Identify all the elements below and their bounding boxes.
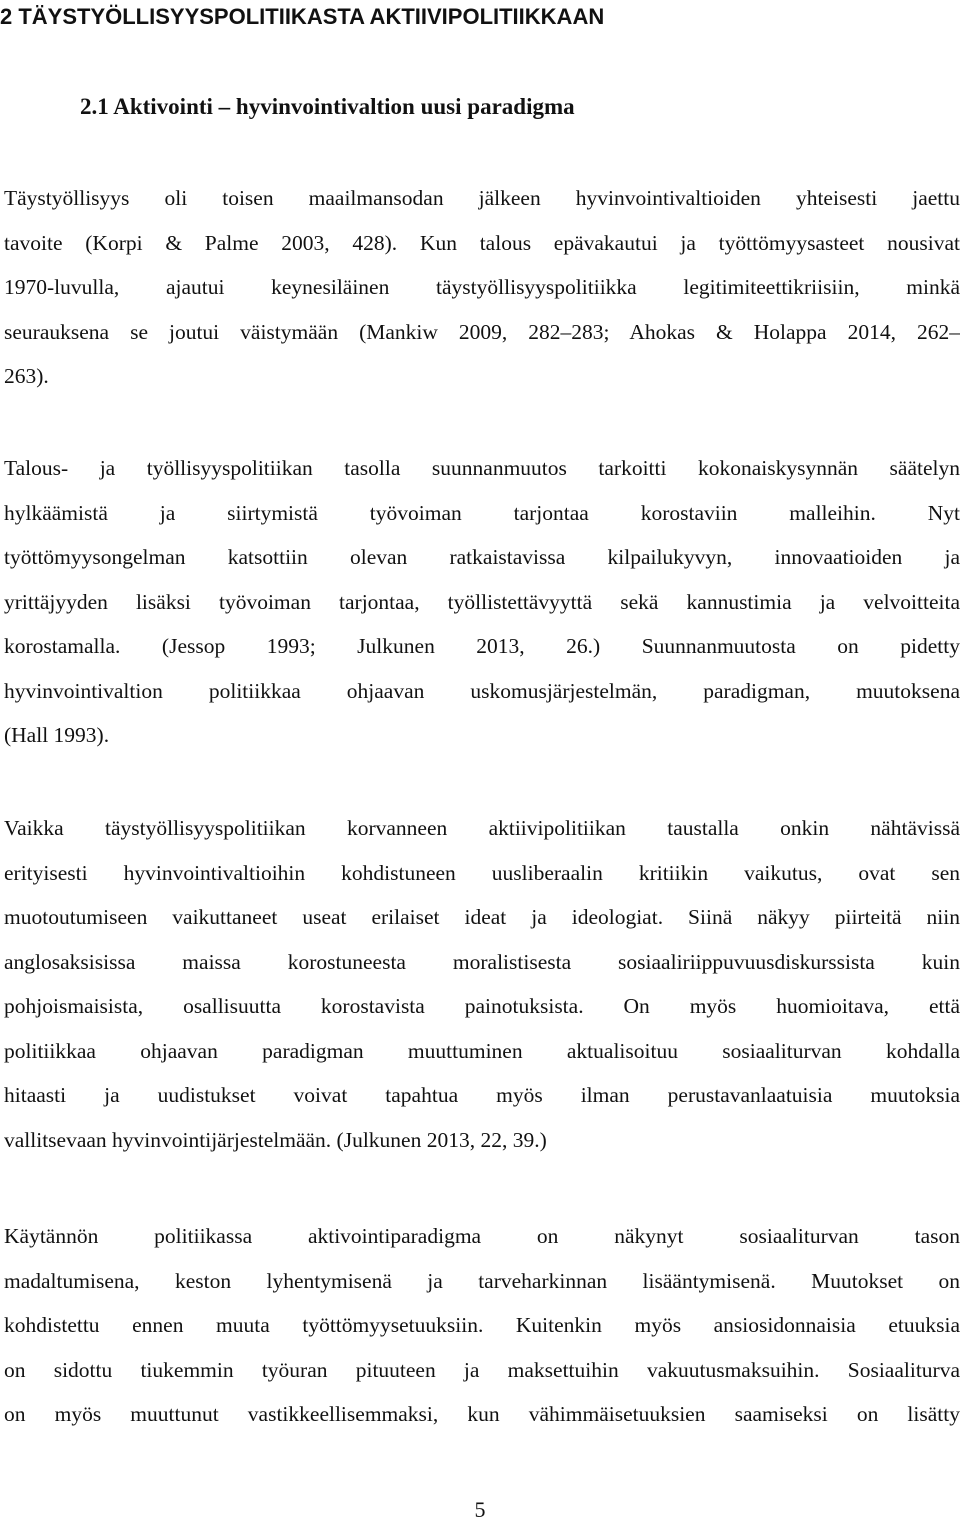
paragraph-line: 263).: [4, 364, 49, 388]
section-heading: 2.1 Aktivointi – hyvinvointivaltion uusi paradigma: [80, 94, 575, 119]
paragraph-line: Täystyöllisyys oli toisen maailmansodan jälkeen hyvinvointivaltioiden yhteisesti jaettu: [4, 186, 960, 210]
paragraph-line: työttömyysongelman katsottiin olevan ratkaistavissa kilpailukyvyn, innovaatioiden ja: [4, 545, 960, 569]
page-number: 5: [474, 1497, 486, 1522]
paragraph-line: hitaasti ja uudistukset voivat tapahtua myös ilman perustavanlaatuisia muutoksia: [4, 1083, 960, 1107]
paragraph-line: politiikkaa ohjaavan paradigman muuttuminen aktualisoituu sosiaaliturvan kohdalla: [4, 1038, 960, 1063]
paragraph-line: kohdistettu ennen muuta työttömyysetuuksiin. Kuitenkin myös ansiosidonnaisia etuuksia: [4, 1313, 960, 1337]
paragraph-line: korostamalla. (Jessop 1993; Julkunen 2013, 26.) Suunnanmuutosta on pidetty: [4, 634, 960, 658]
paragraph-line: seurauksena se joutui väistymään (Mankiw 2009, 282–283; Ahokas & Holappa 2014, 262–: [4, 319, 960, 344]
paragraph-line: madaltumisena, keston lyhentymisenä ja tarveharkinnan lisääntymisenä. Muutokset on: [4, 1268, 960, 1293]
paragraph-line: 1970-luvulla, ajautui keynesiläinen täystyöllisyyspolitiikka legitimiteettikriisiin, minkä: [4, 275, 960, 299]
paragraph-line: muotoutumiseen vaikuttaneet useat erilaiset ideat ja ideologiat. Siinä näkyy piirteitä niin: [4, 905, 960, 929]
paragraph-line: anglosaksisissa maissa korostuneesta moralistisesta sosiaaliriippuvuusdiskurssista kuin: [4, 949, 960, 974]
paragraph-line: on myös muuttunut vastikkeellisemmaksi, kun vähimmäisetuuksien saamiseksi on lisätty: [4, 1402, 960, 1426]
paragraph-line: vallitsevaan hyvinvointijärjestelmään. (Julkunen 2013, 22, 39.): [4, 1127, 547, 1152]
paragraph-line: hyvinvointivaltion politiikkaa ohjaavan uskomusjärjestelmän, paradigman, muutoksena: [4, 678, 960, 703]
paragraph-line: Vaikka täystyöllisyyspolitiikan korvanneen aktiivipolitiikan taustalla onkin nähtävissä: [4, 816, 960, 840]
paragraph-4: [4, 1214, 960, 1437]
paragraph-line: Käytännön politiikassa aktivointiparadigma on näkynyt sosiaaliturvan tason: [4, 1224, 960, 1248]
paragraph-line: on sidottu tiukemmin työuran pituuteen ja maksettuihin vakuutusmaksuihin. Sosiaaliturva: [4, 1357, 960, 1382]
paragraph-line: pohjoismaisista, osallisuutta korostavista painotuksista. On myös huomioitava, että: [4, 994, 960, 1018]
chapter-heading: 2 TÄYSTYÖLLISYYSPOLITIIKASTA AKTIIVIPOLITIIKKAAN: [0, 4, 605, 29]
paragraph-1: [4, 176, 960, 399]
paragraph-line: Talous- ja työllisyyspolitiikan tasolla suunnanmuutos tarkoitti kokonaiskysynnän säätelyn: [4, 456, 960, 480]
paragraph-2: [4, 446, 960, 758]
paragraph-line: erityisesti hyvinvointivaltioihin kohdistuneen uusliberaalin kritiikin vaikutus, ovat sen: [4, 860, 960, 885]
paragraph-line: tavoite (Korpi & Palme 2003, 428). Kun talous epävakautui ja työttömyysasteet nousivat: [4, 230, 960, 255]
paragraph-3: [4, 806, 960, 1162]
paragraph-line: yrittäjyyden lisäksi työvoiman tarjontaa, työllistettävyyttä sekä kannustimia ja velvoitteita: [4, 589, 960, 614]
paragraph-line: hylkäämistä ja siirtymistä työvoiman tarjontaa korostaviin malleihin. Nyt: [4, 500, 960, 525]
paragraph-line: (Hall 1993).: [4, 723, 110, 747]
